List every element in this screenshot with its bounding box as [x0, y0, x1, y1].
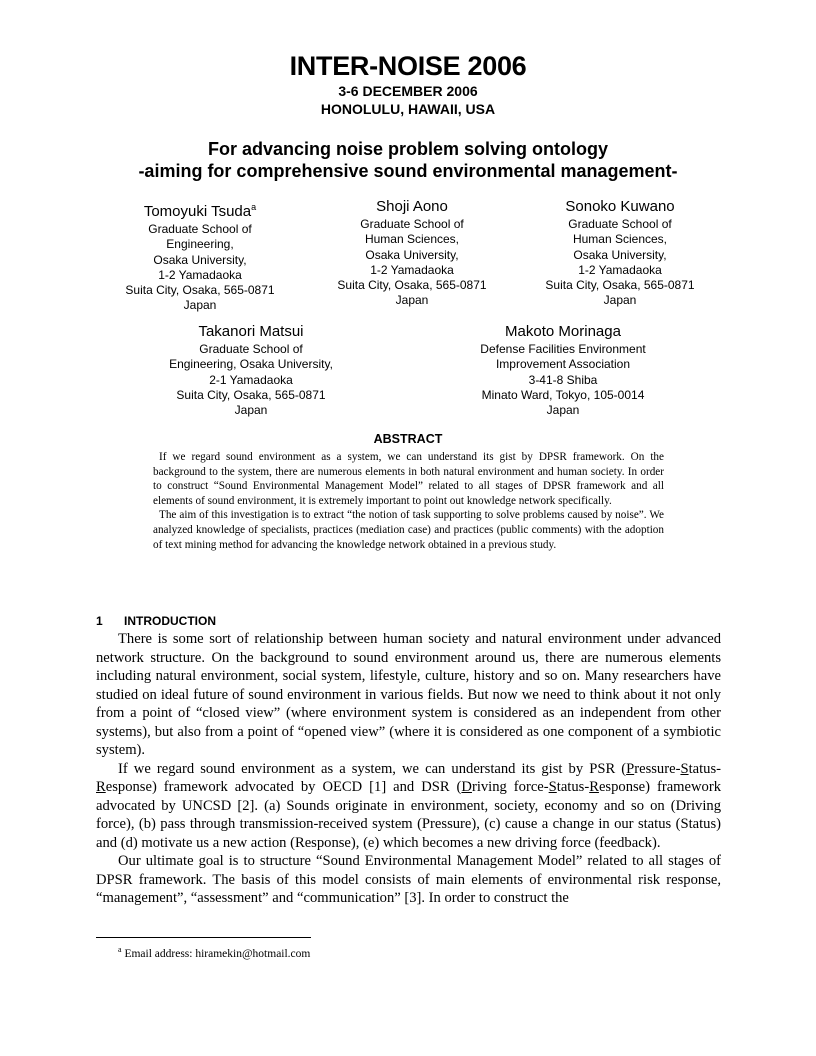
- author-name: Shoji Aono: [376, 198, 448, 215]
- author-name: Makoto Morinaga: [505, 323, 621, 340]
- author-affiliation-line: 2-1 Yamadaoka: [209, 372, 293, 387]
- author-block: [140, 322, 362, 418]
- author-footnote-marker: a: [251, 202, 257, 212]
- author-affiliation-line: Engineering,: [166, 237, 234, 252]
- footnote-marker: a: [118, 945, 122, 954]
- author-name: Sonoko Kuwano: [565, 198, 675, 215]
- author-affiliation-line: 1-2 Yamadaoka: [578, 262, 662, 277]
- footnote: [118, 945, 310, 960]
- author-affiliation-line: Japan: [234, 403, 268, 418]
- author-name: Takanori Matsui: [198, 323, 304, 340]
- paper-title-line-1: For advancing noise problem solving ontology: [207, 139, 609, 159]
- author-affiliation-line: Engineering, Osaka University,: [169, 357, 333, 372]
- author-block: [520, 197, 720, 309]
- paper-title-line-2: -aiming for comprehensive sound environmental management-: [138, 161, 678, 181]
- author-affiliation-line: Osaka University,: [365, 247, 459, 262]
- author-affiliation-line: Minato Ward, Tokyo, 105-0014: [481, 387, 645, 402]
- author-affiliation-line: Japan: [395, 293, 429, 308]
- body-paragraph: If we regard sound environment as a system, we can understand its gist by PSR (Pressure-Status-Response) framework advocated by OECD [1] and DSR (Driving force-Status-Response) framework advocated by UNCSD [2]. (a) Sounds originate in environment, society, economy and so on (Driving force), (b) pass through transmission-received system (Pressure), (c) cause a change in our status (Status) and (d) motivate us a new action (Response), (e) which becomes a new driving force (feedback).: [96, 760, 721, 851]
- author-affiliation-line: Suita City, Osaka, 565-0871: [176, 387, 326, 402]
- abstract-heading: ABSTRACT: [373, 432, 443, 446]
- author-affiliation-line: Japan: [603, 293, 637, 308]
- author-affiliation-line: 1-2 Yamadaoka: [370, 262, 454, 277]
- body-paragraph: There is some sort of relationship between human society and natural environment under advanced network structure. On the background to sound environment around us, there are numerous elements including natural environment, social system, lifestyle, culture, history and so on. Many researchers have studied on ideal future of sound environment in various fields. But now we need to think about it not only from a point of “closed view” (where environment system is considered as an independent from other systems), but also from a point of “opened view” (where it is considered as one component of a symbiotic system).: [96, 631, 721, 758]
- author-affiliation-line: Osaka University,: [573, 247, 667, 262]
- footnote-rule: [96, 937, 311, 938]
- author-block: [100, 197, 300, 314]
- author-affiliation-line: Suita City, Osaka, 565-0871: [545, 278, 695, 293]
- abstract-body: [153, 450, 664, 552]
- author-name: Tomoyuki Tsuda$^a$: [143, 202, 257, 220]
- body-paragraph: Our ultimate goal is to structure “Sound Environmental Management Model” related to all stages of DPSR framework. The basis of this model consists of main elements of environmental risk response, “management”, “assessment” and “communication” [3]. In order to construct the: [96, 853, 721, 906]
- author-block: [452, 322, 674, 418]
- author-affiliation-line: Improvement Association: [495, 357, 631, 372]
- author-affiliation-line: Human Sciences,: [572, 232, 668, 247]
- author-affiliation-line: Japan: [183, 298, 217, 313]
- author-affiliation-line: Suita City, Osaka, 565-0871: [337, 278, 487, 293]
- author-affiliation-line: Graduate School of: [568, 217, 672, 231]
- author-affiliation-line: Osaka University,: [153, 252, 247, 267]
- conference-title: INTER-NOISE 2006: [289, 51, 527, 81]
- paper-title: [0, 138, 816, 182]
- section-heading: [96, 614, 216, 628]
- author-affiliation-line: 1-2 Yamadaoka: [158, 267, 242, 282]
- author-affiliation-line: Suita City, Osaka, 565-0871: [125, 283, 275, 298]
- footnote-text: Email address: hiramekin@hotmail.com: [124, 947, 311, 960]
- abstract-paragraph: If we regard sound environment as a system, we can understand its gist by DPSR framework. On the background to the system, there are numerous elements in both natural environment and human society. In order to construct “Sound Environmental Management Model” related to all stages of DPSR framework and all elements of sound environment, it is extremely important to point out knowledge network specifically.: [153, 451, 664, 507]
- author-affiliation-line: Graduate School of: [360, 217, 464, 231]
- author-affiliation-line: Defense Facilities Environment: [480, 342, 646, 356]
- abstract-paragraph: The aim of this investigation is to extract “the notion of task supporting to solve problems caused by noise”. We analyzed knowledge of specialists, practices (mediation case) and practices (public comments) with the adoption of text mining method for advancing the knowledge network obtained in a previous study.: [153, 509, 664, 551]
- section-title: INTRODUCTION: [124, 614, 216, 628]
- body-text: [96, 630, 721, 908]
- author-block: [312, 197, 512, 309]
- author-affiliation-line: Graduate School of: [148, 222, 252, 236]
- author-affiliation-line: 3-41-8 Shiba: [528, 372, 598, 387]
- author-affiliation-line: Graduate School of: [199, 342, 303, 356]
- conference-location: HONOLULU, HAWAII, USA: [320, 101, 496, 117]
- author-affiliation-line: Human Sciences,: [364, 232, 460, 247]
- section-number: 1: [96, 614, 103, 628]
- author-affiliation-line: Japan: [546, 403, 580, 418]
- conference-dates: 3-6 DECEMBER 2006: [338, 83, 478, 99]
